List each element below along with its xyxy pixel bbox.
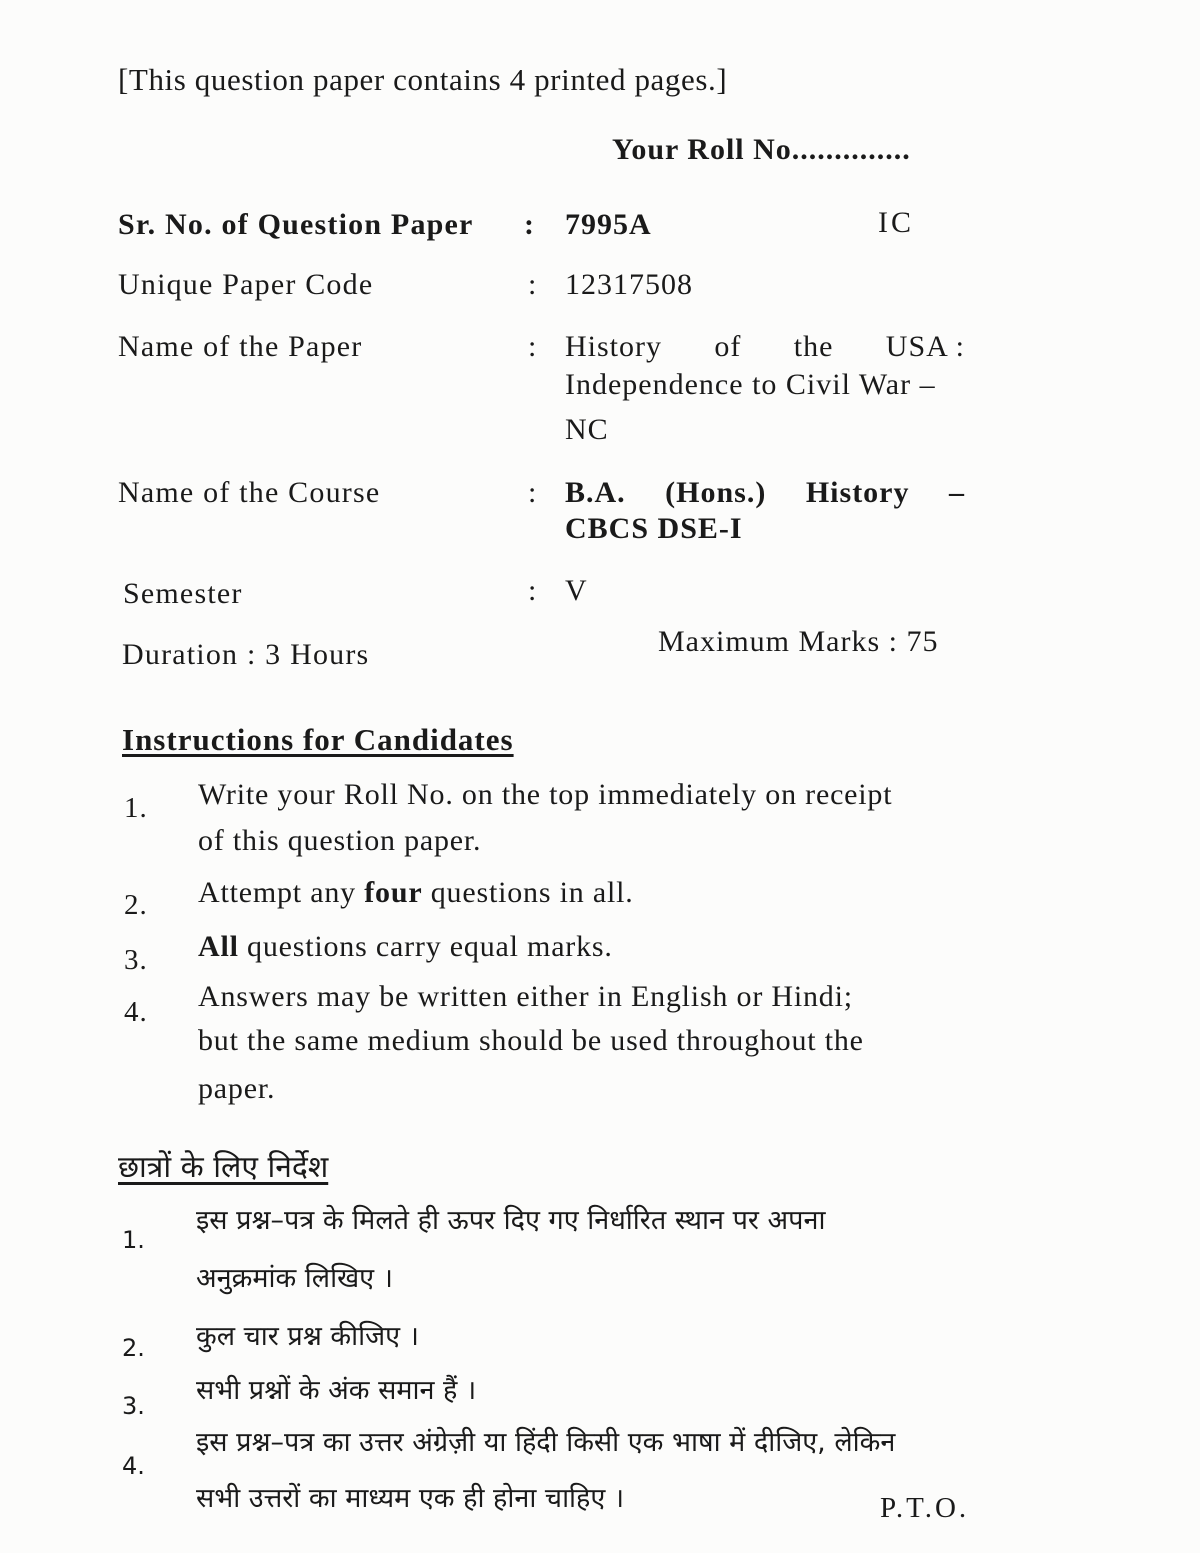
course-name-label: Name of the Course xyxy=(118,476,381,509)
semester-value: V xyxy=(565,574,588,607)
instruction-hi-2: कुल चार प्रश्न कीजिए । xyxy=(196,1321,419,1352)
course-name-word: B.A. xyxy=(565,476,626,509)
upc-colon: : xyxy=(528,268,537,301)
instruction-en-4-line-1: Answers may be written either in English or Hindi; xyxy=(198,980,853,1013)
instruction-hi-number: 3. xyxy=(122,1392,145,1420)
instruction-hi-number: 2. xyxy=(122,1334,145,1362)
course-name-word: (Hons.) xyxy=(665,476,767,509)
course-name-line-1 xyxy=(565,476,965,510)
instruction-hi-number: 4. xyxy=(122,1452,145,1480)
paper-name-word: the xyxy=(793,330,834,363)
instruction-en-number: 4. xyxy=(124,996,148,1028)
sr-no-code: IC xyxy=(878,206,914,239)
instruction-hi-4-line-2: सभी उत्तरों का माध्यम एक ही होना चाहिए । xyxy=(196,1483,625,1514)
sr-no-label: Sr. No. of Question Paper xyxy=(118,208,474,241)
instruction-en-4-line-3: paper. xyxy=(198,1072,276,1105)
paper-name-line-1 xyxy=(565,330,965,364)
upc-label: Unique Paper Code xyxy=(118,268,374,301)
semester-colon: : xyxy=(528,574,537,607)
sr-no-value: 7995A xyxy=(565,208,652,241)
roll-number-field: Your Roll No.............. xyxy=(612,133,911,166)
course-name-word: – xyxy=(948,476,965,509)
instruction-en-number: 3. xyxy=(124,944,148,976)
semester-label: Semester xyxy=(123,577,243,610)
please-turn-over: P.T.O. xyxy=(880,1492,970,1524)
instruction-en-1-line-2: of this question paper. xyxy=(198,824,482,857)
instruction-en-number: 1. xyxy=(124,792,148,824)
paper-name-word: of xyxy=(714,330,742,363)
instruction-en-2: Attempt any four questions in all. xyxy=(198,876,634,909)
pages-notice: [This question paper contains 4 printed pages.] xyxy=(118,62,728,97)
instructions-heading-hi: छात्रों के लिए निर्देश xyxy=(118,1150,329,1185)
paper-name-word: USA : xyxy=(885,330,965,363)
paper-name-line-2: Independence to Civil War – xyxy=(565,368,936,401)
sr-no-colon: : xyxy=(524,208,534,241)
instruction-en-1-line-1: Write your Roll No. on the top immediately on receipt xyxy=(198,778,893,811)
instruction-hi-1-line-2: अनुक्रमांक लिखिए । xyxy=(196,1263,393,1294)
emphasis-all: All xyxy=(198,930,239,963)
paper-name-colon: : xyxy=(528,330,537,363)
instruction-hi-number: 1. xyxy=(122,1226,145,1254)
course-name-colon: : xyxy=(528,476,537,509)
instruction-hi-1-line-1: इस प्रश्न–पत्र के मिलते ही ऊपर दिए गए निर्धारित स्थान पर अपना xyxy=(196,1205,826,1236)
upc-value: 12317508 xyxy=(565,268,693,301)
course-name-word: History xyxy=(805,476,910,509)
instruction-en-number: 2. xyxy=(124,889,148,921)
course-name-line-2: CBCS DSE-I xyxy=(565,512,743,545)
paper-name-word: History xyxy=(565,330,662,363)
instructions-heading-en: Instructions for Candidates xyxy=(122,722,514,757)
instruction-en-3: All questions carry equal marks. xyxy=(198,930,613,963)
paper-name-label: Name of the Paper xyxy=(118,330,363,363)
instruction-hi-3: सभी प्रश्नों के अंक समान हैं । xyxy=(196,1375,477,1406)
instruction-en-4-line-2: but the same medium should be used throughout the xyxy=(198,1024,864,1057)
maximum-marks: Maximum Marks : 75 xyxy=(658,625,939,658)
emphasis-four: four xyxy=(364,876,423,909)
duration: Duration : 3 Hours xyxy=(122,638,370,671)
paper-name-line-3: NC xyxy=(565,413,609,446)
instruction-hi-4-line-1: इस प्रश्न–पत्र का उत्तर अंग्रेज़ी या हिंदी किसी एक भाषा में दीजिए, लेकिन xyxy=(196,1427,896,1458)
